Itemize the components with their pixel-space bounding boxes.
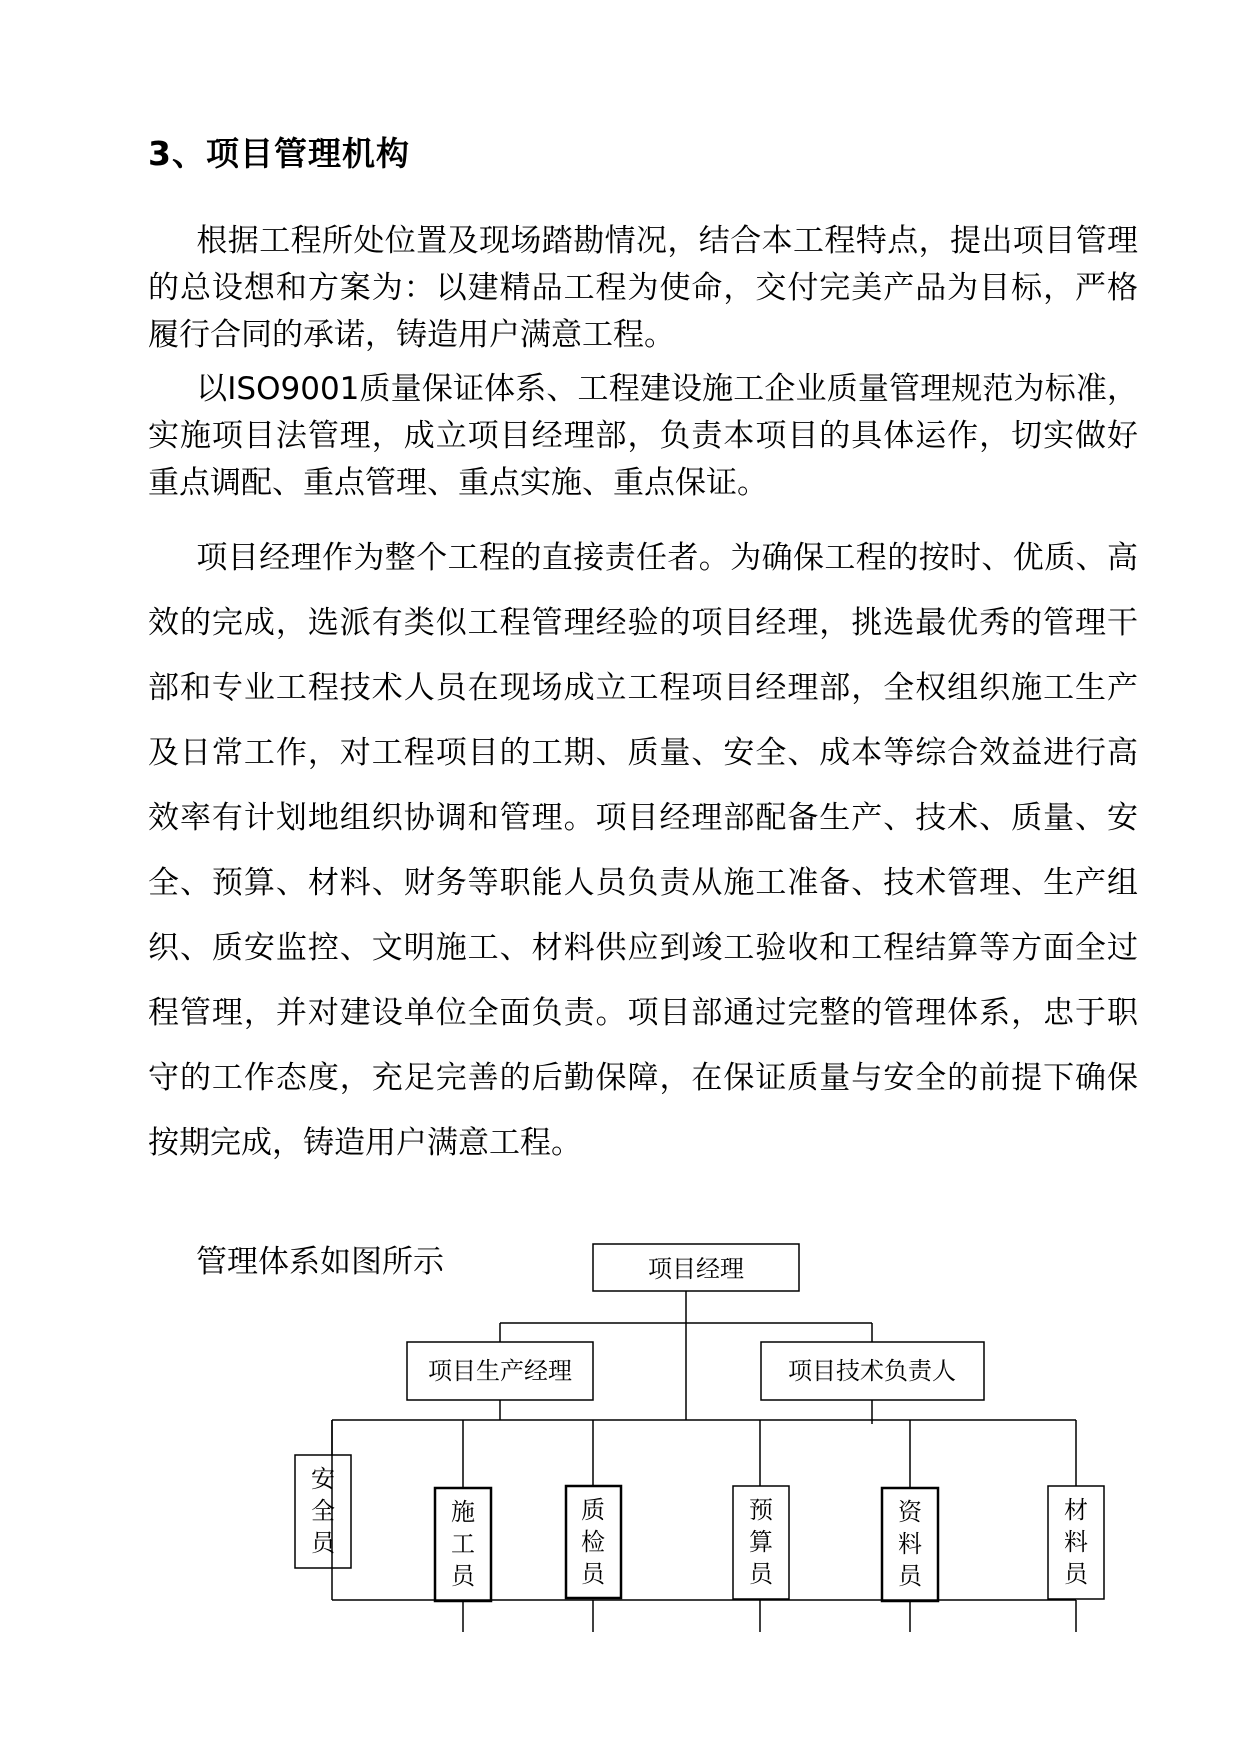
documents-officer-char-2: 料	[898, 1530, 922, 1558]
project-manager-label: 项目经理	[648, 1255, 744, 1283]
construction-officer-char-2: 工	[451, 1530, 475, 1558]
budget-officer-char-3: 员	[749, 1560, 773, 1588]
materials-officer-char-3: 员	[1064, 1560, 1088, 1588]
construction-officer-char-1: 施	[451, 1498, 475, 1526]
materials-officer-char-1: 材	[1064, 1496, 1088, 1524]
budget-officer-char-1: 预	[749, 1496, 773, 1524]
paragraph-2-text: 以ISO9001质量保证体系、工程建设施工企业质量管理规范为标准，实施项目法管理，成立项目经理部，负责本项目的具体运作，切实做好重点调配、重点管理、重点实施、重点保证。	[148, 371, 1138, 501]
documents-officer-char-3: 员	[898, 1562, 922, 1590]
section-heading: 3、项目管理机构	[148, 134, 410, 173]
figure-caption: 管理体系如图所示	[196, 1244, 444, 1280]
safety-officer-char-1: 安	[311, 1465, 335, 1493]
paragraph-3-text: 项目经理作为整个工程的直接责任者。为确保工程的按时、优质、高效的完成，选派有类似工程管理经验的项目经理，挑选最优秀的管理干部和专业工程技术人员在现场成立工程项目经理部，全权组织施工生产及日常工作，对工程项目的工期、质量、安全、成本等综合效益进行高效率有计划地组织协调和管理。项目经理部配备生产、技术、质量、安全、预算、材料、财务等职能人员负责从施工准备、技术管理、生产组织、质安监控、文明施工、材料供应到竣工验收和工程结算等方面全过程管理，并对建设单位全面负责。项目部通过完整的管理体系，忠于职守的工作态度，充足完善的后勤保障，在保证质量与安全的前提下确保按期完成，铸造用户满意工程。	[148, 540, 1138, 1161]
construction-officer-char-3: 员	[451, 1562, 475, 1590]
quality-inspector-char-2: 检	[581, 1528, 605, 1556]
quality-inspector-char-1: 质	[581, 1496, 605, 1524]
safety-officer-char-3: 员	[311, 1529, 335, 1557]
documents-officer-char-1: 资	[898, 1498, 922, 1526]
quality-inspector-char-3: 员	[581, 1560, 605, 1588]
safety-officer-char-2: 全	[311, 1497, 335, 1525]
production-manager-label: 项目生产经理	[428, 1357, 572, 1385]
budget-officer-char-2: 算	[749, 1528, 773, 1556]
paragraph-1-text: 根据工程所处位置及现场踏勘情况，结合本工程特点，提出项目管理的总设想和方案为：以建精品工程为使命，交付完美产品为目标，严格履行合同的承诺，铸造用户满意工程。	[148, 223, 1138, 353]
materials-officer-char-2: 料	[1064, 1528, 1088, 1556]
technical-lead-label: 项目技术负责人	[788, 1357, 956, 1385]
